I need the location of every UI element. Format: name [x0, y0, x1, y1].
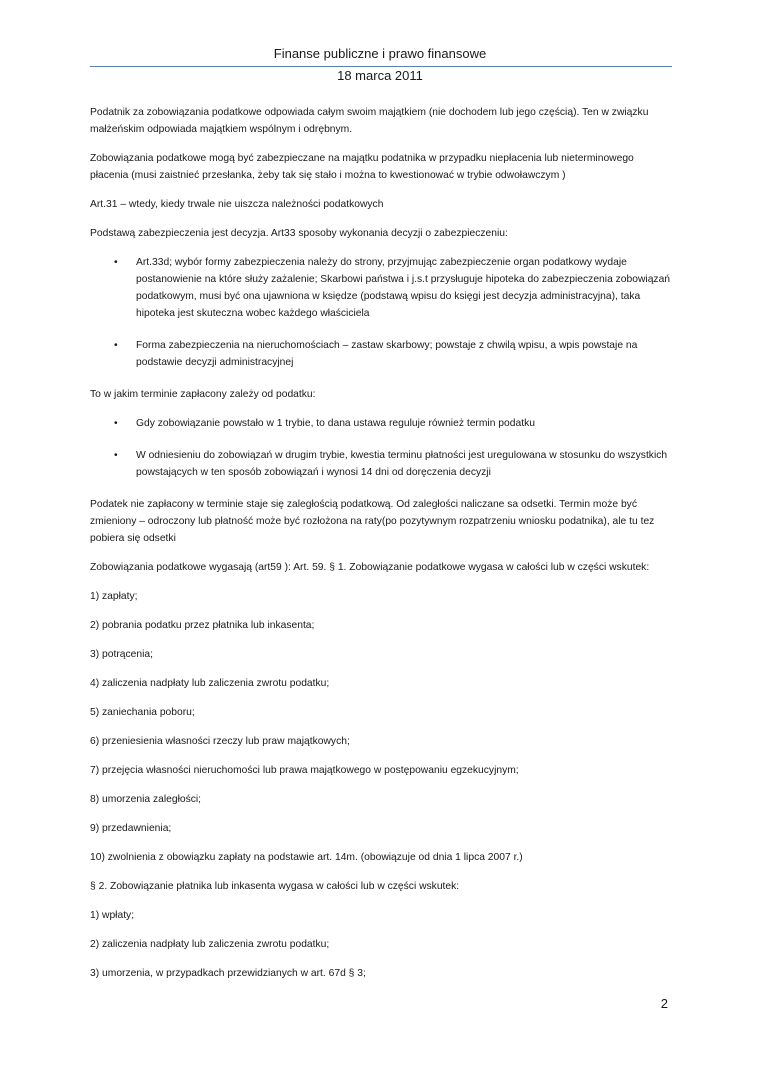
list-item-text: Forma zabezpieczenia na nieruchomościach – zastaw skarbowy; powstaje z chwilą wpisu, a wpis powstaje na podstawie decyzji administracyjnej [136, 340, 638, 368]
list-item-text: Gdy zobowiązanie powstało w 1 trybie, to dana ustawa reguluje również termin podatku [136, 418, 535, 429]
list-item [90, 254, 672, 322]
art59-list-item: 4) zaliczenia nadpłaty lub zaliczenia zwrotu podatku; [90, 678, 330, 689]
paragraph: § 2. Zobowiązanie płatnika lub inkasenta wygasa w całości lub w części wskutek: [90, 881, 460, 892]
bullet-icon: • [114, 418, 118, 429]
art59-list-item: 5) zaniechania poboru; [90, 707, 195, 718]
running-header-date: 18 marca 2011 [337, 68, 423, 83]
document-body [90, 104, 672, 994]
list-item [90, 415, 672, 432]
art59-list-item: 9) przedawnienia; [90, 823, 172, 834]
header-divider [90, 66, 672, 67]
bullet-icon: • [114, 450, 118, 461]
art59-p2-list-item: 3) umorzenia, w przypadkach przewidzianych w art. 67d § 3; [90, 968, 366, 979]
art59-list-item: 1) zapłaty; [90, 591, 138, 602]
paragraph: Podatek nie zapłacony w terminie staje się zaległością podatkową. Od zaległości naliczane sa odsetki. Termin może być zmieniony – odroczony lub płatność może być rozłożona na raty(po pozytywnym rozpatrzeniu wniosku podatnika), ale tu tez pobiera się odsetki [90, 499, 655, 544]
bullet-list-termin [90, 415, 672, 481]
paragraph: To w jakim terminie zapłacony zależy od podatku: [90, 389, 316, 400]
bullet-icon: • [114, 340, 118, 351]
art59-list-item: 6) przeniesienia własności rzeczy lub praw majątkowych; [90, 736, 350, 747]
paragraph: Podstawą zabezpieczenia jest decyzja. Art33 sposoby wykonania decyzji o zabezpieczeniu: [90, 228, 508, 239]
paragraph: Zobowiązania podatkowe mogą być zabezpieczane na majątku podatnika w przypadku niepłacenia lub nieterminowego płacenia (musi zaistnieć przesłanka, żeby tak się stało i można to kwestionować w trybie odwoławczym ) [90, 153, 634, 181]
art59-list-item: 3) potrącenia; [90, 649, 153, 660]
bullet-list-zabezpieczenie [90, 254, 672, 371]
paragraph: Podatnik za zobowiązania podatkowe odpowiada całym swoim majątkiem (nie dochodem lub jego częścią). Ten w związku małżeńskim odpowiada majątkiem wspólnym i odrębnym. [90, 107, 649, 135]
bullet-icon: • [114, 257, 118, 268]
list-item-text: W odniesieniu do zobowiązań w drugim trybie, kwestia terminu płatności jest uregulowana w stosunku do wszystkich powstających w ten sposób zobowiązań i wynosi 14 dni od doręczenia decyzji [136, 450, 668, 478]
list-item [90, 447, 672, 481]
paragraph: Zobowiązania podatkowe wygasają (art59 ): Art. 59. § 1. Zobowiązanie podatkowe wygasa w całości lub w części wskutek: [90, 562, 650, 573]
page-number: 2 [660, 996, 668, 1011]
art59-list-item: 2) pobrania podatku przez płatnika lub inkasenta; [90, 620, 315, 631]
art59-list-item: 10) zwolnienia z obowiązku zapłaty na podstawie art. 14m. (obowiązuje od dnia 1 lipca 2007 r.) [90, 852, 523, 863]
art59-p2-list-item: 1) wpłaty; [90, 910, 135, 921]
list-item [90, 337, 672, 371]
art59-p2-list-item: 2) zaliczenia nadpłaty lub zaliczenia zwrotu podatku; [90, 939, 330, 950]
art59-list-item: 8) umorzenia zaległości; [90, 794, 202, 805]
list-item-text: Art.33d; wybór formy zabezpieczenia należy do strony, przyjmując zabezpieczenie organ podatkowy wydaje postanowienie na które służy zażalenie; Skarbowi państwa i j.s.t przysługuje hipoteka do zabezpieczenia zobowiązań podatkowym, musi być ona ujawniona w księdze (podstawą wpisu do księgi jest decyzja administracyjna), taka hipoteka jest skuteczna wobec każdego właściciela [136, 257, 671, 319]
art59-list-item: 7) przejęcia własności nieruchomości lub prawa majątkowego w postępowaniu egzekucyjnym; [90, 765, 519, 776]
paragraph: Art.31 – wtedy, kiedy trwale nie uiszcza należności podatkowych [90, 199, 384, 210]
running-header-title: Finanse publiczne i prawo finansowe [273, 46, 487, 61]
